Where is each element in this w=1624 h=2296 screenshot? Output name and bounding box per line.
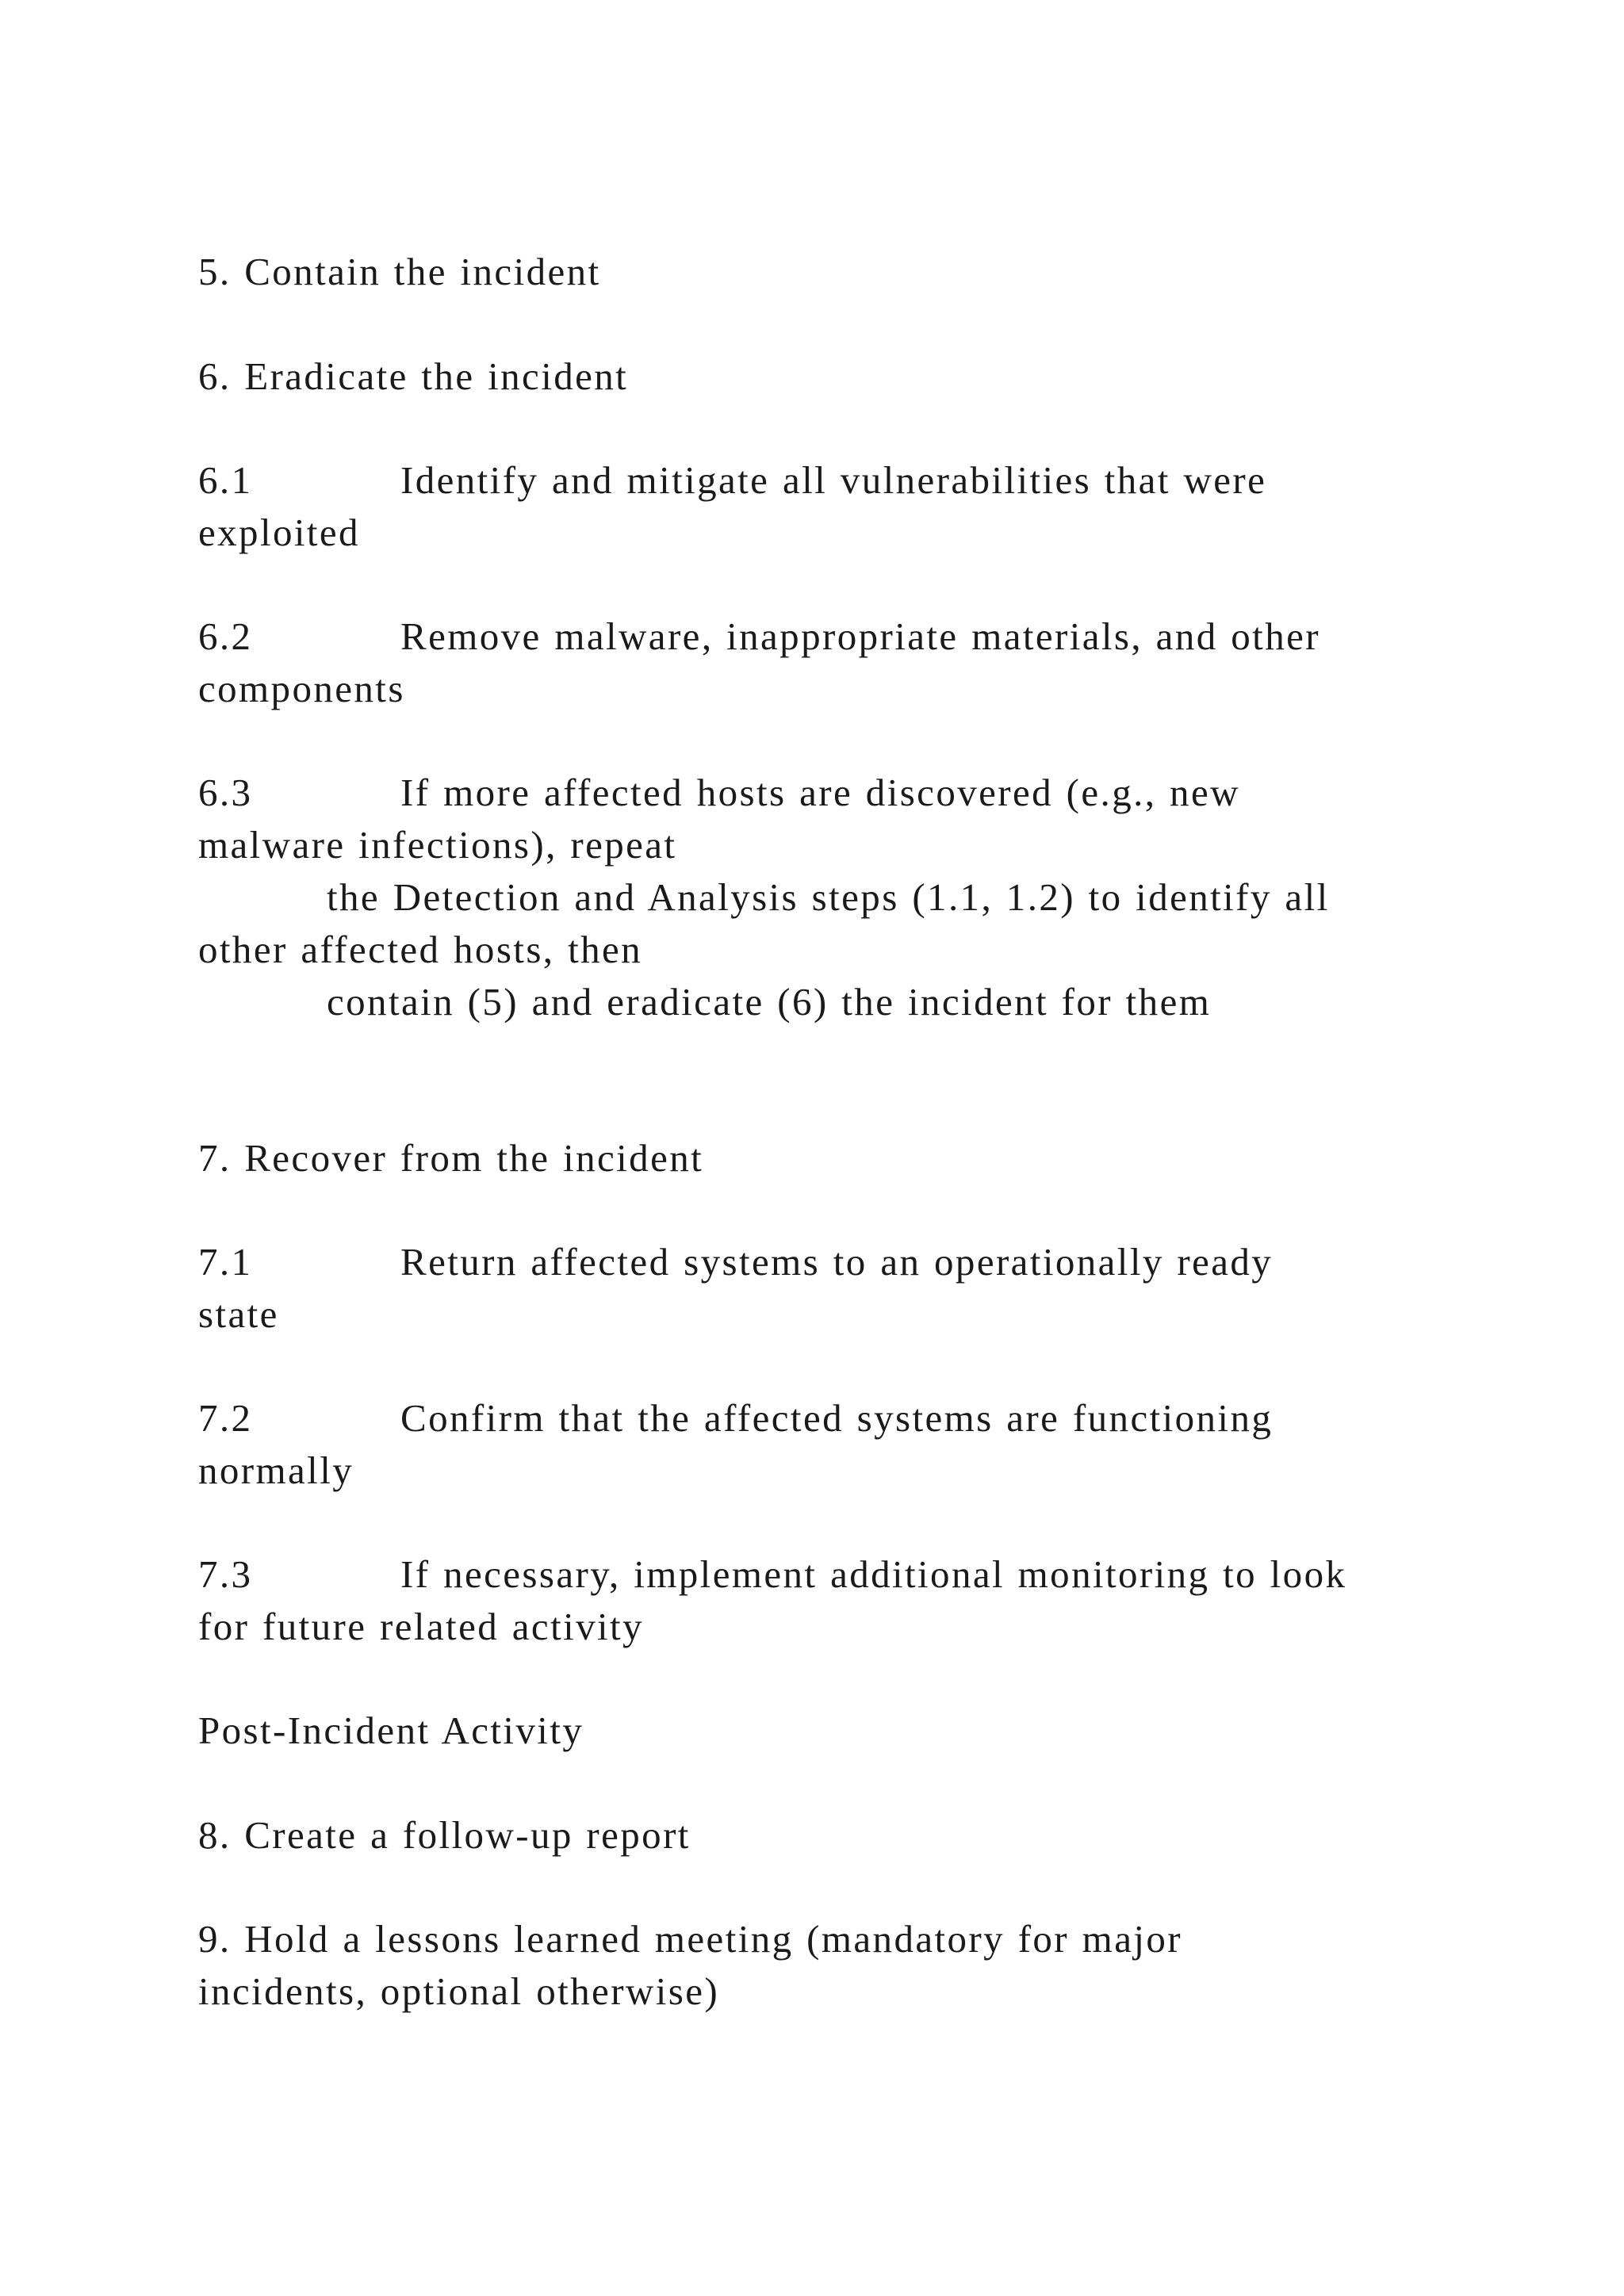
step-6-1-line-2: exploited xyxy=(198,511,360,554)
step-text: If more affected hosts are discovered (e.g., new xyxy=(400,771,1240,814)
step-6-3-line-2: malware infections), repeat xyxy=(198,823,677,867)
step-7-2-line-2: normally xyxy=(198,1448,354,1492)
step-7-heading: 7. Recover from the incident xyxy=(198,1136,704,1180)
step-number: 7.1 xyxy=(198,1240,253,1284)
step-7-1-line-1 xyxy=(198,1240,1274,1284)
step-6-3-line-4: other affected hosts, then xyxy=(198,928,643,971)
step-number: 6.2 xyxy=(198,614,253,658)
step-6-3-line-3: the Detection and Analysis steps (1.1, 1.2) to identify all xyxy=(327,875,1330,919)
step-text: Confirm that the affected systems are functioning xyxy=(400,1396,1274,1440)
step-number: 7.3 xyxy=(198,1552,253,1596)
step-6-1-line-1 xyxy=(198,458,1267,502)
step-6-3-line-1 xyxy=(198,773,1240,812)
step-8-heading: 8. Create a follow-up report xyxy=(198,1813,691,1857)
step-9-line-1: 9. Hold a lessons learned meeting (mandatory for major xyxy=(198,1917,1182,1961)
section-heading-post-incident: Post-Incident Activity xyxy=(198,1709,584,1752)
step-text: If necessary, implement additional monitoring to look xyxy=(400,1552,1347,1596)
step-text: Return affected systems to an operationally ready xyxy=(400,1240,1274,1284)
step-6-heading: 6. Eradicate the incident xyxy=(198,354,629,398)
step-5-heading: 5. Contain the incident xyxy=(198,250,601,293)
step-7-1-line-2: state xyxy=(198,1292,279,1336)
step-number: 6.1 xyxy=(198,458,253,502)
step-text: Remove malware, inappropriate materials, and other xyxy=(400,614,1320,658)
step-9-line-2: incidents, optional otherwise) xyxy=(198,1969,720,2013)
step-6-3-line-5: contain (5) and eradicate (6) the incident for them xyxy=(327,980,1212,1024)
step-7-3-line-2: for future related activity xyxy=(198,1605,644,1648)
step-number: 7.2 xyxy=(198,1396,253,1440)
step-6-2-line-1 xyxy=(198,614,1320,658)
step-text: Identify and mitigate all vulnerabilities that were xyxy=(400,458,1267,502)
step-7-3-line-1 xyxy=(198,1552,1347,1596)
step-7-2-line-1 xyxy=(198,1396,1274,1440)
step-number: 6.3 xyxy=(198,771,253,814)
step-6-2-line-2: components xyxy=(198,667,405,710)
